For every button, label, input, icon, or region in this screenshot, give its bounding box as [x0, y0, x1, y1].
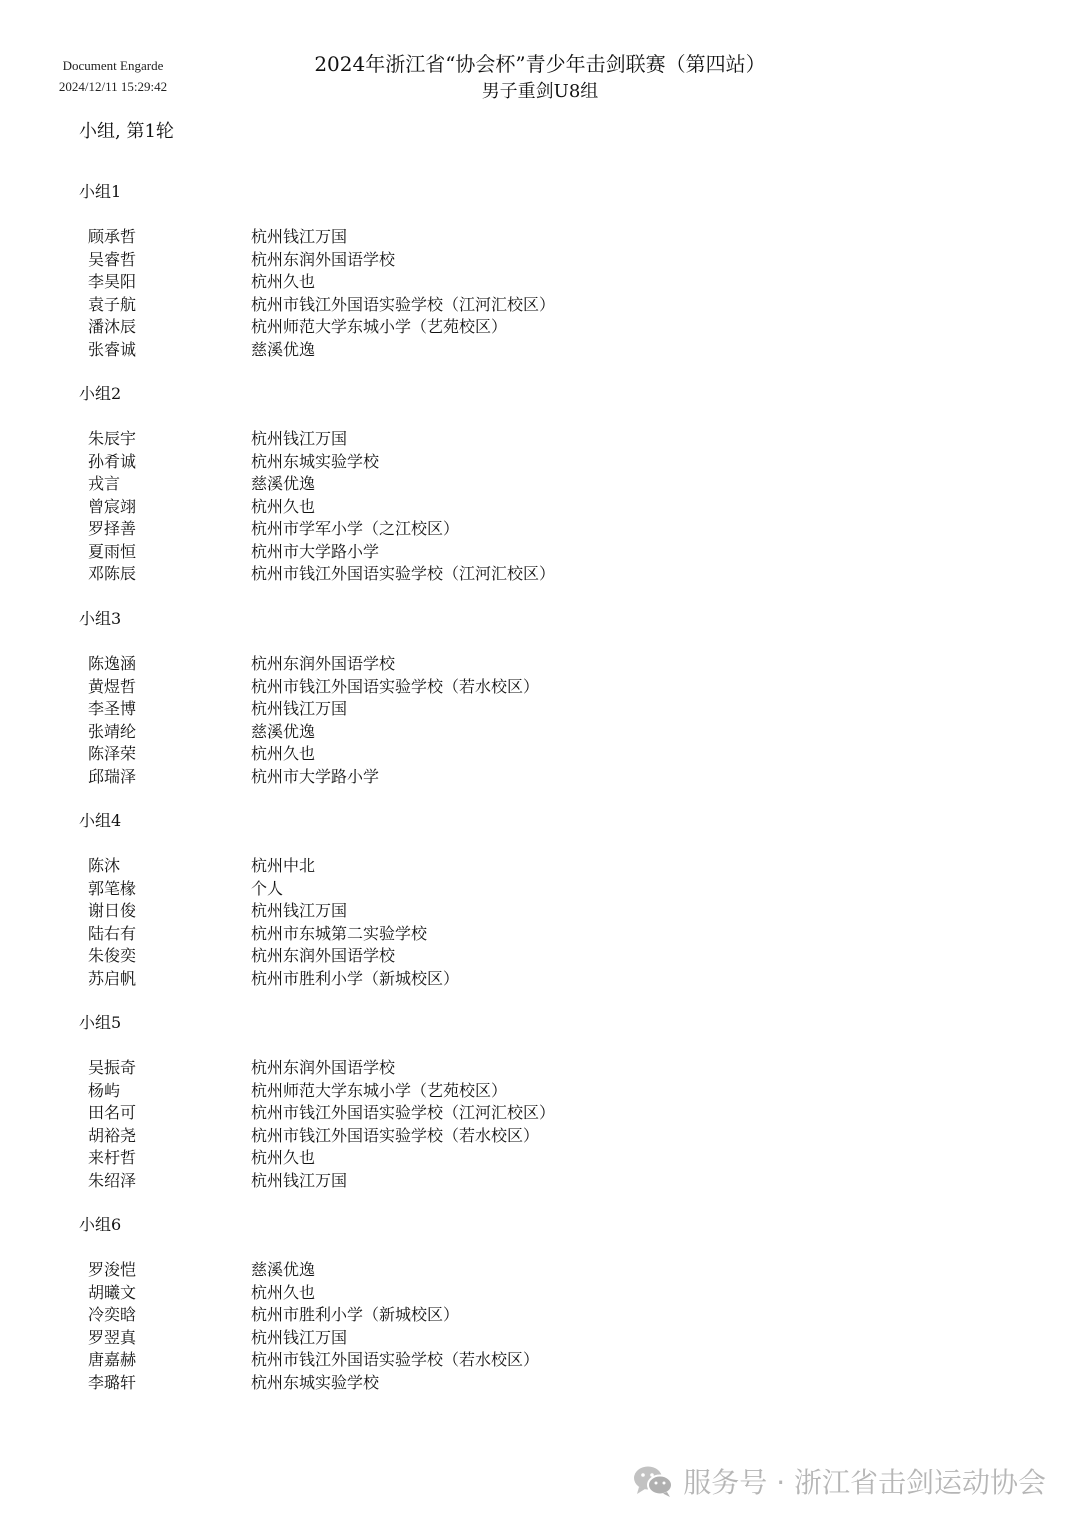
fencer-name: 顾承哲 [88, 227, 137, 246]
fencer-club: 杭州市钱江外国语实验学校（江河汇校区） [251, 1103, 556, 1122]
fencer-club: 杭州市钱江外国语实验学校（若水校区） [251, 676, 540, 696]
fencer-name: 李昊阳 [88, 272, 137, 291]
fencer-club: 杭州久也 [251, 496, 316, 516]
fencer-name: 吴睿哲 [88, 249, 137, 269]
fencer-club: 慈溪优逸 [251, 339, 316, 359]
round-title: 小组, 第1轮 [79, 121, 174, 142]
fencer-name: 戎言 [88, 474, 121, 493]
fencer-name: 张睿诚 [88, 339, 137, 359]
group-title: 小组6 [79, 1215, 122, 1234]
fencer-club: 杭州市东城第二实验学校 [251, 923, 428, 943]
group-section [0, 810, 1080, 1012]
fencer-club: 杭州久也 [251, 744, 316, 763]
fencer-name: 陆右有 [88, 923, 137, 943]
fencer-name: 邓陈辰 [88, 564, 137, 583]
fencer-name: 陈逸涵 [88, 654, 137, 673]
watermark-text: 服务号 · 浙江省击剑运动协会 [683, 1466, 1046, 1499]
page-title: 2024年浙江省“协会杯”青少年击剑联赛（第四站） [314, 52, 766, 76]
fencer-name: 吴振奇 [88, 1058, 137, 1077]
fencer-club: 杭州东润外国语学校 [251, 1058, 396, 1077]
fencer-name: 朱俊奕 [88, 946, 137, 965]
fencer-name: 孙肴诚 [88, 451, 137, 471]
group-title: 小组2 [79, 384, 122, 403]
print-timestamp: 2024/12/11 15:29:42 [58, 79, 168, 94]
fencer-club: 杭州市钱江外国语实验学校（江河汇校区） [251, 294, 556, 314]
document-meta [38, 55, 188, 97]
group-list [0, 181, 1080, 1416]
fencer-name: 邱瑞泽 [88, 766, 137, 786]
group-section [0, 1012, 1080, 1214]
fencer-club: 杭州市胜利小学（新城校区） [251, 1305, 460, 1324]
group-title: 小组4 [79, 811, 122, 830]
fencer-club: 杭州师范大学东城小学（艺苑校区） [251, 1080, 508, 1100]
fencer-name: 朱绍泽 [88, 1170, 137, 1190]
fencer-name: 袁子航 [88, 294, 137, 314]
fencer-club: 杭州钱江万国 [251, 699, 348, 718]
fencer-name: 夏雨恒 [88, 541, 137, 561]
fencer-club: 杭州钱江万国 [251, 429, 348, 448]
fencer-name: 张靖纶 [88, 721, 137, 741]
fencer-club: 杭州市钱江外国语实验学校（江河汇校区） [251, 564, 556, 583]
fencer-club: 杭州中北 [251, 856, 316, 875]
fencer-club: 杭州市学军小学（之江校区） [251, 519, 460, 538]
fencer-name: 黄煜哲 [88, 676, 137, 696]
fencer-club: 杭州钱江万国 [251, 901, 348, 920]
fencer-club: 杭州东城实验学校 [251, 451, 380, 471]
fencer-name: 杨屿 [88, 1080, 121, 1100]
fencer-club: 杭州东城实验学校 [251, 1372, 380, 1392]
fencer-name: 罗浚恺 [88, 1260, 137, 1279]
group-section [0, 181, 1080, 383]
fencer-name: 罗翌真 [88, 1327, 137, 1347]
fencer-club: 杭州久也 [251, 1148, 316, 1167]
fencer-club: 个人 [251, 878, 284, 898]
fencer-name: 朱辰宇 [88, 429, 137, 448]
fencer-name: 胡曦文 [88, 1282, 137, 1302]
fencer-club: 杭州久也 [251, 272, 316, 291]
fencer-name: 潘沐辰 [88, 317, 137, 336]
fencer-club: 慈溪优逸 [251, 474, 316, 493]
fencer-name: 郭笔椽 [88, 878, 137, 898]
group-section [0, 1214, 1080, 1416]
page-subtitle: 男子重剑U8组 [481, 81, 599, 102]
fencer-club: 杭州市大学路小学 [251, 541, 380, 561]
fencer-club: 杭州师范大学东城小学（艺苑校区） [251, 317, 508, 336]
fencer-name: 来杅哲 [88, 1148, 137, 1167]
fencer-name: 田名可 [88, 1103, 137, 1122]
fencer-club: 慈溪优逸 [251, 721, 316, 741]
fencer-club: 慈溪优逸 [251, 1260, 316, 1279]
fencer-name: 唐嘉赫 [88, 1350, 137, 1369]
fencer-name: 苏启帆 [88, 968, 137, 988]
fencer-name: 李圣博 [88, 699, 137, 718]
fencer-name: 曾宸翊 [88, 496, 137, 516]
fencer-club: 杭州市钱江外国语实验学校（若水校区） [251, 1125, 540, 1145]
group-title: 小组5 [79, 1013, 122, 1032]
title-block [240, 50, 840, 106]
fencer-name: 陈泽荣 [88, 744, 137, 763]
fencer-club: 杭州钱江万国 [251, 1170, 348, 1190]
group-title: 小组3 [79, 609, 122, 628]
fencer-club: 杭州钱江万国 [251, 1327, 348, 1347]
fencer-name: 罗择善 [88, 519, 137, 538]
software-name: Document Engarde [62, 58, 164, 73]
fencer-club: 杭州东润外国语学校 [251, 946, 396, 965]
watermark [631, 1461, 1046, 1501]
fencer-club: 杭州久也 [251, 1282, 316, 1302]
fencer-name: 陈沐 [88, 856, 121, 875]
fencer-club: 杭州钱江万国 [251, 227, 348, 246]
group-title: 小组1 [79, 182, 122, 201]
group-section [0, 383, 1080, 608]
fencer-club: 杭州市胜利小学（新城校区） [251, 968, 460, 988]
fencer-name: 冷奕晗 [88, 1305, 137, 1324]
fencer-name: 谢日俊 [88, 901, 137, 920]
fencer-name: 李璐轩 [88, 1372, 137, 1392]
fencer-club: 杭州市大学路小学 [251, 766, 380, 786]
fencer-name: 胡裕尧 [88, 1125, 137, 1145]
fencer-club: 杭州东润外国语学校 [251, 654, 396, 673]
fencer-club: 杭州市钱江外国语实验学校（若水校区） [251, 1350, 540, 1369]
fencer-club: 杭州东润外国语学校 [251, 249, 396, 269]
group-section [0, 608, 1080, 810]
wechat-icon [631, 1464, 675, 1498]
